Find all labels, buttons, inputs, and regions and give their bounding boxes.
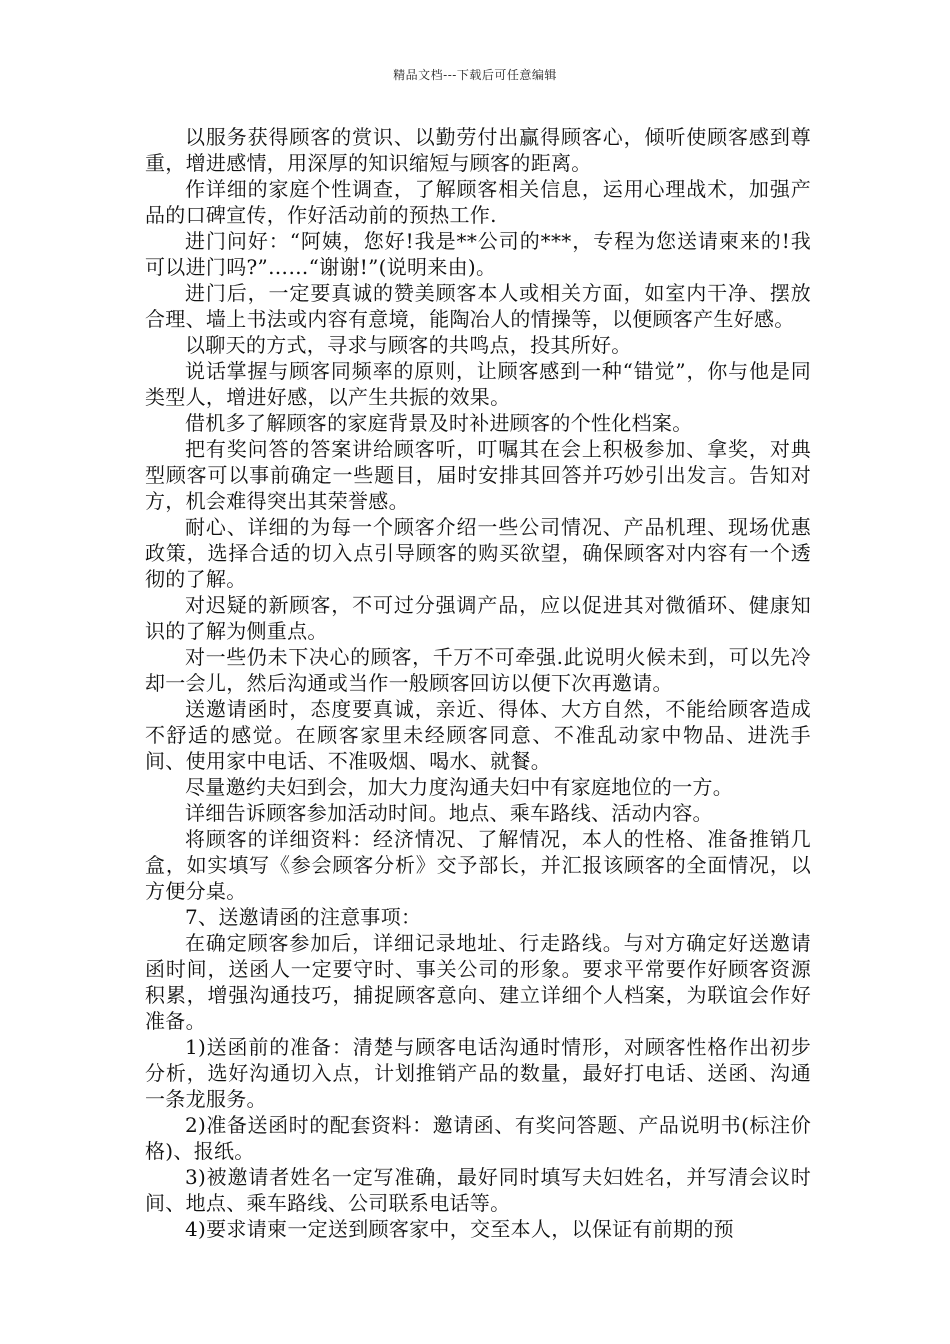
paragraph: 将顾客的详细资料：经济情况、了解情况，本人的性格、准备推销几盒，如实填写《参会顾客分析》交予部长，并汇报该顾客的全面情况，以方便分桌。 xyxy=(145,827,811,903)
list-item: 3)被邀请者姓名一定写准确，最好同时填写夫妇姓名，并写清会议时间、地点、乘车路线、公司联系电话等。 xyxy=(145,1165,811,1215)
paragraph: 说话掌握与顾客同频率的原则，让顾客感到一种“错觉”，你与他是同类型人，增进好感，以产生共振的效果。 xyxy=(145,359,811,409)
paragraph: 作详细的家庭个性调查，了解顾客相关信息，运用心理战术，加强产品的口碑宣传，作好活动前的预热工作. xyxy=(145,177,811,227)
list-item: 2)准备送函时的配套资料：邀请函、有奖问答题、产品说明书(标注价格)、报纸。 xyxy=(145,1113,811,1163)
paragraph: 把有奖问答的答案讲给顾客听，叮嘱其在会上积极参加、拿奖，对典型顾客可以事前确定一些题目，届时安排其回答并巧妙引出发言。告知对方，机会难得突出其荣誉感。 xyxy=(145,437,811,513)
paragraph: 进门后，一定要真诚的赞美顾客本人或相关方面，如室内干净、摆放合理、墙上书法或内容有意境，能陶冶人的情操等，以便顾客产生好感。 xyxy=(145,281,811,331)
paragraph: 以聊天的方式，寻求与顾客的共鸣点，投其所好。 xyxy=(185,333,632,357)
paragraph: 送邀请函时，态度要真诚，亲近、得体、大方自然，不能给顾客造成不舒适的感觉。在顾客家里未经顾客同意、不准乱动家中物品、进洗手间、使用家中电话、不准吸烟、喝水、就餐。 xyxy=(145,697,811,773)
paragraph: 耐心、详细的为每一个顾客介绍一些公司情况、产品机理、现场优惠政策，选择合适的切入点引导顾客的购买欲望，确保顾客对内容有一个透彻的了解。 xyxy=(145,515,811,591)
paragraph: 在确定顾客参加后，详细记录地址、行走路线。与对方确定好送邀请函时间，送函人一定要守时、事关公司的形象。要求平常要作好顾客资源积累，增强沟通技巧，捕捉顾客意向、建立详细个人档案，为联谊会作好准备。 xyxy=(145,931,811,1033)
paragraph: 借机多了解顾客的家庭背景及时补进顾客的个性化档案。 xyxy=(185,411,693,435)
list-item: 1)送函前的准备：清楚与顾客电话沟通时情形，对顾客性格作出初步分析，选好沟通切入点，计划推销产品的数量，最好打电话、送函、沟通一条龙服务。 xyxy=(145,1035,811,1111)
document-body xyxy=(145,124,811,1242)
paragraph: 对一些仍未下决心的顾客，千万不可牵强.此说明火候未到，可以先冷却一会儿，然后沟通或当作一般顾客回访以便下次再邀请。 xyxy=(145,645,811,695)
page-header: 精品文档---下载后可任意编辑 xyxy=(393,68,557,82)
paragraph: 详细告诉顾客参加活动时间。地点、乘车路线、活动内容。 xyxy=(185,801,713,825)
paragraph: 对迟疑的新顾客，不可过分强调产品，应以促进其对微循环、健康知识的了解为侧重点。 xyxy=(145,593,811,643)
list-item: 4)要求请柬一定送到顾客家中，交至本人，以保证有前期的预 xyxy=(185,1217,734,1241)
paragraph: 以服务获得顾客的赏识、以勤劳付出赢得顾客心，倾听使顾客感到尊重，增进感情，用深厚的知识缩短与顾客的距离。 xyxy=(145,125,811,175)
paragraph: 尽量邀约夫妇到会，加大力度沟通夫妇中有家庭地位的一方。 xyxy=(185,775,734,799)
paragraph: 进门问好：“阿姨，您好!我是**公司的***，专程为您送请柬来的!我可以进门吗?”……“谢谢!”(说明来由)。 xyxy=(145,229,811,279)
section-heading: 7、送邀请函的注意事项： xyxy=(185,905,422,929)
